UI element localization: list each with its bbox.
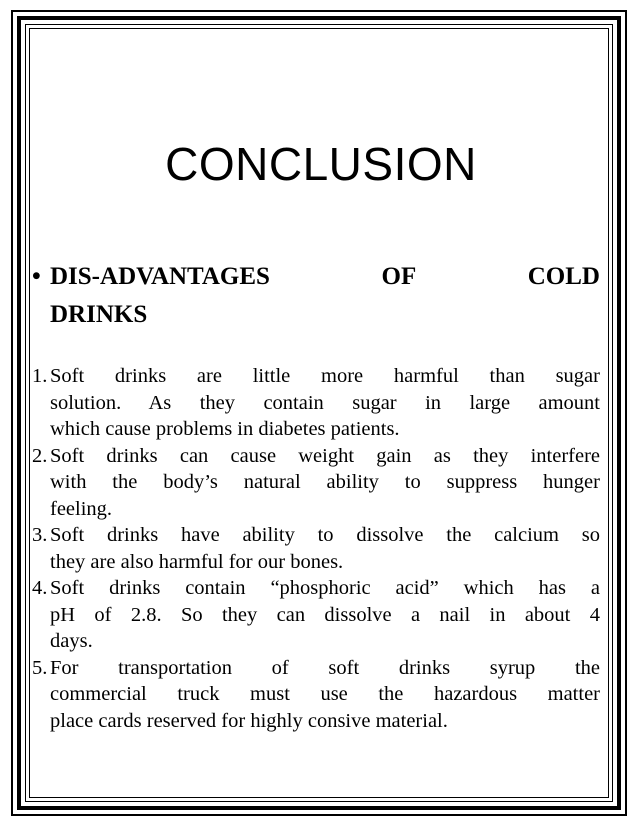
list-item-line: pH of 2.8. So they can dissolve a nail in about 4 (50, 603, 600, 626)
list-item-number: 2. (32, 444, 48, 467)
list-item-line: For transportation of soft drinks syrup the (50, 656, 600, 679)
list-item-line: Soft drinks are little more harmful than sugar (50, 365, 600, 387)
list-item (32, 655, 600, 735)
list-item-line: commercial truck must use the hazardous matter (50, 683, 600, 705)
list-item-line: they are also harmful for our bones. (50, 550, 344, 573)
list-item (32, 522, 600, 575)
heading-line-2: DRINKS (50, 301, 148, 328)
list-item-number: 4. (32, 577, 48, 599)
list-item (32, 363, 600, 443)
list-item-line: solution. As they contain sugar in large amount (50, 391, 600, 414)
list-item-line: days. (50, 630, 93, 652)
list-item-line: which cause problems in diabetes patients. (50, 418, 400, 440)
section-heading (32, 258, 600, 334)
list-item (32, 443, 600, 523)
bullet-icon: • (32, 263, 41, 290)
list-item-number: 1. (32, 365, 48, 387)
list-item-line: with the body’s natural ability to suppress hunger (50, 471, 600, 493)
list-item-line: Soft drinks have ability to dissolve the calcium so (50, 524, 600, 546)
heading-word: COLD (527, 263, 600, 290)
heading-word: OF (381, 263, 417, 290)
list-item-number: 5. (32, 656, 48, 679)
disadvantages-list (32, 363, 600, 734)
list-item-number: 3. (32, 524, 48, 546)
list-item-line: place cards reserved for highly consive material. (50, 709, 448, 732)
list-item-line: Soft drinks contain “phosphoric acid” which has a (50, 577, 600, 599)
page-title: CONCLUSION (165, 138, 477, 190)
heading-word: DIS-ADVANTAGES (50, 263, 270, 290)
list-item-line: Soft drinks can cause weight gain as they interfere (50, 444, 600, 467)
list-item-line: feeling. (50, 497, 113, 520)
list-item (32, 575, 600, 655)
